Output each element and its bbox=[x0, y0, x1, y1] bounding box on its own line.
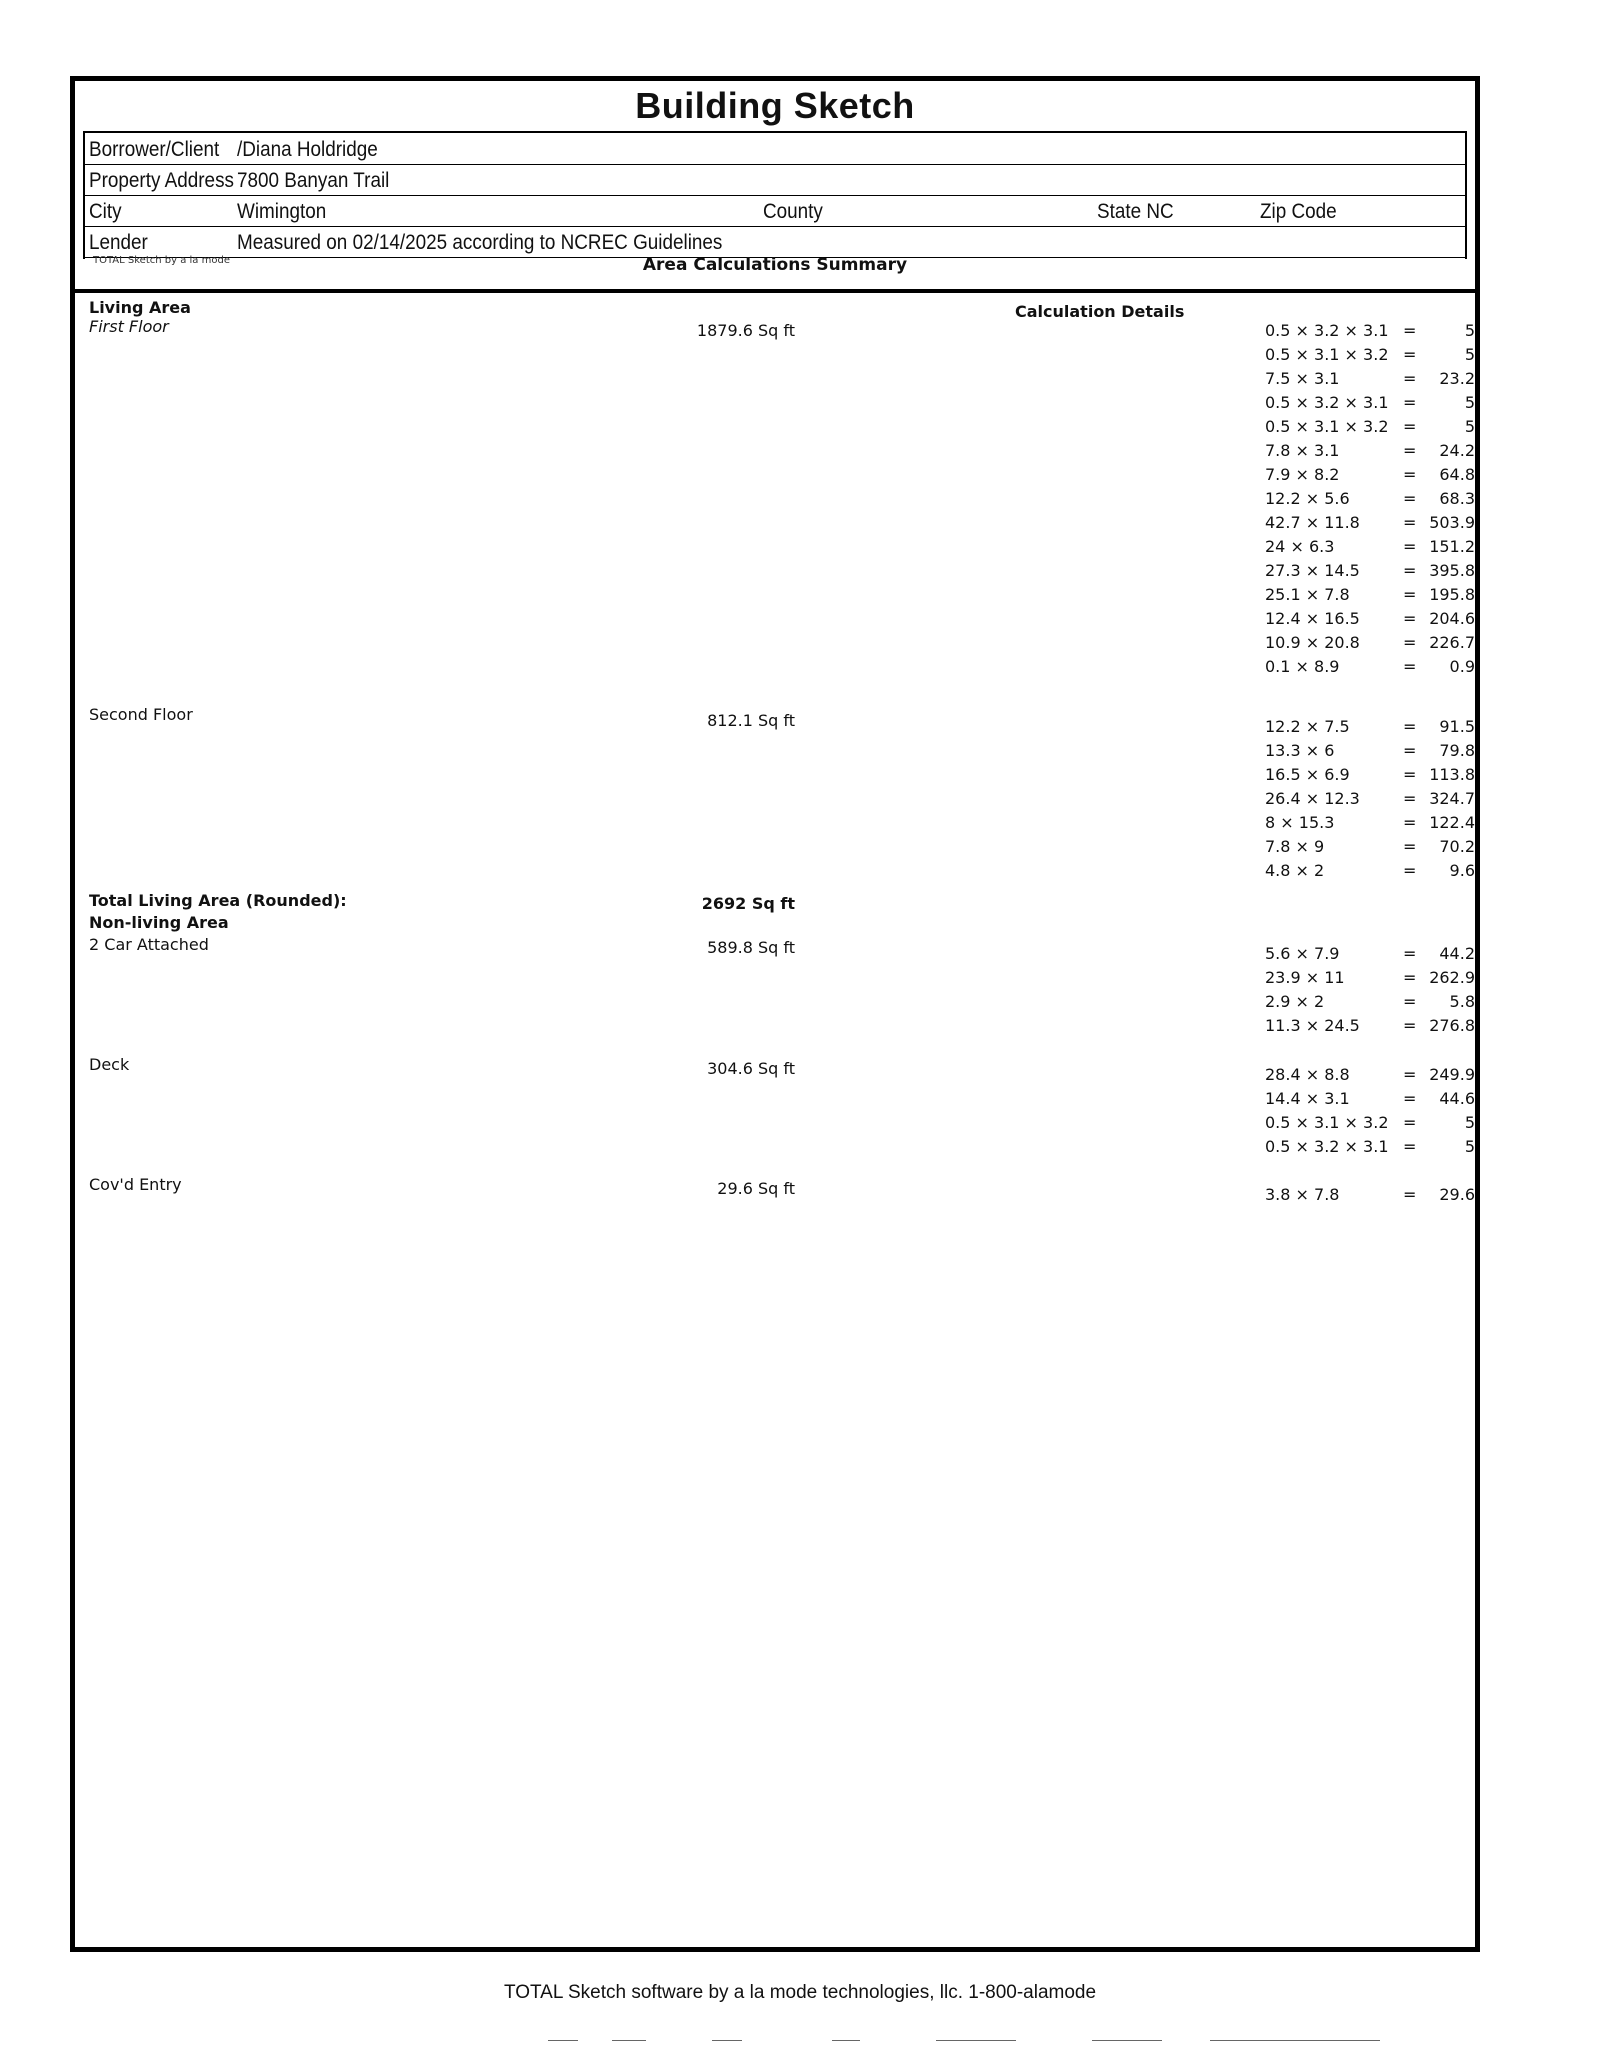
equals-sign: = bbox=[1403, 1113, 1417, 1132]
calc-line bbox=[1265, 537, 1475, 561]
page-footer: TOTAL Sketch software by a la mode technologies, llc. 1-800-alamode bbox=[503, 1982, 1097, 2003]
calc-result: 5 bbox=[1464, 1113, 1475, 1132]
calc-line bbox=[1265, 1137, 1475, 1161]
calc-line bbox=[1265, 789, 1475, 813]
address-value: 7800 Banyan Trail bbox=[237, 169, 390, 192]
city-row bbox=[85, 195, 1465, 227]
first-floor-area: 1879.6 Sq ft bbox=[696, 321, 795, 340]
calc-result: 5 bbox=[1464, 321, 1475, 340]
calc-expression: 8 × 15.3 bbox=[1265, 813, 1335, 832]
lender-label: Lender bbox=[89, 231, 148, 254]
calc-expression: 7.9 × 8.2 bbox=[1265, 465, 1340, 484]
calc-line bbox=[1265, 609, 1475, 633]
calc-result: 5 bbox=[1464, 1137, 1475, 1156]
address-row bbox=[85, 164, 1465, 196]
equals-sign: = bbox=[1403, 813, 1417, 832]
garage-label: 2 Car Attached bbox=[89, 935, 209, 954]
calc-line bbox=[1265, 765, 1475, 789]
calc-line bbox=[1265, 1185, 1475, 1209]
equals-sign: = bbox=[1403, 393, 1417, 412]
calc-line bbox=[1265, 561, 1475, 585]
calc-result: 70.2 bbox=[1439, 837, 1475, 856]
equals-sign: = bbox=[1403, 345, 1417, 364]
calc-expression: 0.5 × 3.1 × 3.2 bbox=[1265, 1113, 1389, 1132]
calc-line bbox=[1265, 741, 1475, 765]
calculation-details-heading: Calculation Details bbox=[1015, 302, 1185, 321]
calc-line bbox=[1265, 465, 1475, 489]
calc-expression: 16.5 × 6.9 bbox=[1265, 765, 1350, 784]
calc-result: 44.2 bbox=[1439, 944, 1475, 963]
calc-expression: 0.5 × 3.2 × 3.1 bbox=[1265, 321, 1389, 340]
calc-expression: 4.8 × 2 bbox=[1265, 861, 1325, 880]
footer-rule bbox=[548, 2040, 578, 2041]
calc-expression: 0.5 × 3.2 × 3.1 bbox=[1265, 393, 1389, 412]
borrower-value: /Diana Holdridge bbox=[237, 138, 378, 161]
equals-sign: = bbox=[1403, 1137, 1417, 1156]
calc-line bbox=[1265, 992, 1475, 1016]
calc-expression: 7.8 × 9 bbox=[1265, 837, 1325, 856]
lender-value: Measured on 02/14/2025 according to NCREC Guidelines bbox=[237, 231, 723, 254]
first-floor-label: First Floor bbox=[89, 317, 169, 336]
section-divider bbox=[75, 289, 1475, 293]
calc-line bbox=[1265, 345, 1475, 369]
calc-result: 5 bbox=[1464, 417, 1475, 436]
calc-line bbox=[1265, 1089, 1475, 1113]
summary-title: Area Calculations Summary bbox=[642, 255, 908, 275]
calc-result: 64.8 bbox=[1439, 465, 1475, 484]
borrower-label: Borrower/Client bbox=[89, 138, 220, 161]
calc-line bbox=[1265, 369, 1475, 393]
calc-line bbox=[1265, 813, 1475, 837]
calc-line bbox=[1265, 717, 1475, 741]
calc-result: 122.4 bbox=[1429, 813, 1475, 832]
equals-sign: = bbox=[1403, 765, 1417, 784]
equals-sign: = bbox=[1403, 633, 1417, 652]
calc-expression: 2.9 × 2 bbox=[1265, 992, 1325, 1011]
calc-result: 204.6 bbox=[1429, 609, 1475, 628]
building-sketch-form bbox=[70, 76, 1480, 1952]
calc-result: 68.3 bbox=[1439, 489, 1475, 508]
calc-result: 44.6 bbox=[1439, 1089, 1475, 1108]
footer-rule bbox=[1092, 2040, 1162, 2041]
footer-rule bbox=[832, 2040, 860, 2041]
covd-entry-area: 29.6 Sq ft bbox=[717, 1179, 795, 1198]
calc-line bbox=[1265, 489, 1475, 513]
calc-line bbox=[1265, 837, 1475, 861]
calc-result: 29.6 bbox=[1439, 1185, 1475, 1204]
calc-expression: 13.3 × 6 bbox=[1265, 741, 1335, 760]
calc-result: 262.9 bbox=[1429, 968, 1475, 987]
calc-result: 249.9 bbox=[1429, 1065, 1475, 1084]
equals-sign: = bbox=[1403, 992, 1417, 1011]
calc-line bbox=[1265, 1016, 1475, 1040]
calc-expression: 0.5 × 3.1 × 3.2 bbox=[1265, 345, 1389, 364]
equals-sign: = bbox=[1403, 1016, 1417, 1035]
county-label: County bbox=[763, 200, 823, 223]
calc-result: 79.8 bbox=[1439, 741, 1475, 760]
living-area-heading: Living Area bbox=[89, 298, 191, 317]
equals-sign: = bbox=[1403, 537, 1417, 556]
equals-sign: = bbox=[1403, 609, 1417, 628]
equals-sign: = bbox=[1403, 1065, 1417, 1084]
calc-result: 23.2 bbox=[1439, 369, 1475, 388]
city-label: City bbox=[89, 200, 122, 223]
equals-sign: = bbox=[1403, 489, 1417, 508]
total-living-area-value: 2692 Sq ft bbox=[701, 894, 795, 913]
calc-expression: 25.1 × 7.8 bbox=[1265, 585, 1350, 604]
calc-expression: 11.3 × 24.5 bbox=[1265, 1016, 1360, 1035]
calc-result: 324.7 bbox=[1429, 789, 1475, 808]
equals-sign: = bbox=[1403, 585, 1417, 604]
calc-result: 91.5 bbox=[1439, 717, 1475, 736]
form-title: Building Sketch bbox=[635, 85, 915, 126]
calc-expression: 12.2 × 7.5 bbox=[1265, 717, 1350, 736]
equals-sign: = bbox=[1403, 561, 1417, 580]
calc-result: 195.8 bbox=[1429, 585, 1475, 604]
calc-line bbox=[1265, 513, 1475, 537]
equals-sign: = bbox=[1403, 1089, 1417, 1108]
state-label: State NC bbox=[1097, 200, 1174, 223]
second-floor-area: 812.1 Sq ft bbox=[707, 711, 795, 730]
covd-entry-label: Cov'd Entry bbox=[89, 1175, 182, 1194]
calc-expression: 23.9 × 11 bbox=[1265, 968, 1345, 987]
calc-expression: 0.5 × 3.2 × 3.1 bbox=[1265, 1137, 1389, 1156]
calc-line bbox=[1265, 393, 1475, 417]
calc-line bbox=[1265, 1113, 1475, 1137]
calc-line bbox=[1265, 441, 1475, 465]
calc-result: 503.9 bbox=[1429, 513, 1475, 532]
second-floor-label: Second Floor bbox=[89, 705, 193, 724]
equals-sign: = bbox=[1403, 657, 1417, 676]
address-label: Property Address bbox=[89, 169, 234, 192]
calc-line bbox=[1265, 861, 1475, 885]
garage-area: 589.8 Sq ft bbox=[707, 938, 795, 957]
calc-result: 5 bbox=[1464, 393, 1475, 412]
equals-sign: = bbox=[1403, 369, 1417, 388]
deck-area: 304.6 Sq ft bbox=[707, 1059, 795, 1078]
calc-line bbox=[1265, 944, 1475, 968]
calc-line bbox=[1265, 1065, 1475, 1089]
footer-rule bbox=[712, 2040, 742, 2041]
total-living-area-label: Total Living Area (Rounded): bbox=[89, 891, 347, 910]
equals-sign: = bbox=[1403, 465, 1417, 484]
lender-row bbox=[85, 226, 1465, 258]
calc-expression: 3.8 × 7.8 bbox=[1265, 1185, 1340, 1204]
equals-sign: = bbox=[1403, 837, 1417, 856]
footer-rule bbox=[612, 2040, 646, 2041]
equals-sign: = bbox=[1403, 861, 1417, 880]
footer-rule bbox=[936, 2040, 1016, 2041]
calc-expression: 26.4 × 12.3 bbox=[1265, 789, 1360, 808]
calc-result: 113.8 bbox=[1429, 765, 1475, 784]
calc-expression: 0.5 × 3.1 × 3.2 bbox=[1265, 417, 1389, 436]
footer-rule bbox=[1210, 2040, 1380, 2041]
calc-expression: 7.5 × 3.1 bbox=[1265, 369, 1340, 388]
calc-line bbox=[1265, 585, 1475, 609]
zip-label: Zip Code bbox=[1260, 200, 1337, 223]
calc-expression: 12.2 × 5.6 bbox=[1265, 489, 1350, 508]
calc-result: 395.8 bbox=[1429, 561, 1475, 580]
calc-result: 226.7 bbox=[1429, 633, 1475, 652]
property-info-table bbox=[83, 131, 1467, 259]
calc-expression: 24 × 6.3 bbox=[1265, 537, 1335, 556]
deck-label: Deck bbox=[89, 1055, 130, 1074]
calc-expression: 12.4 × 16.5 bbox=[1265, 609, 1360, 628]
software-credit: TOTAL Sketch by a la mode bbox=[93, 255, 230, 266]
equals-sign: = bbox=[1403, 321, 1417, 340]
city-value: Wimington bbox=[237, 200, 327, 223]
calc-line bbox=[1265, 321, 1475, 345]
equals-sign: = bbox=[1403, 1185, 1417, 1204]
equals-sign: = bbox=[1403, 741, 1417, 760]
calc-expression: 0.1 × 8.9 bbox=[1265, 657, 1340, 676]
calc-result: 5 bbox=[1464, 345, 1475, 364]
equals-sign: = bbox=[1403, 968, 1417, 987]
equals-sign: = bbox=[1403, 717, 1417, 736]
equals-sign: = bbox=[1403, 789, 1417, 808]
calc-expression: 5.6 × 7.9 bbox=[1265, 944, 1340, 963]
equals-sign: = bbox=[1403, 417, 1417, 436]
calc-expression: 42.7 × 11.8 bbox=[1265, 513, 1360, 532]
calc-result: 5.8 bbox=[1449, 992, 1475, 1011]
calc-expression: 27.3 × 14.5 bbox=[1265, 561, 1360, 580]
equals-sign: = bbox=[1403, 441, 1417, 460]
calc-line bbox=[1265, 417, 1475, 441]
calc-expression: 7.8 × 3.1 bbox=[1265, 441, 1340, 460]
equals-sign: = bbox=[1403, 944, 1417, 963]
calc-line bbox=[1265, 968, 1475, 992]
borrower-row bbox=[85, 133, 1465, 165]
equals-sign: = bbox=[1403, 513, 1417, 532]
calc-result: 276.8 bbox=[1429, 1016, 1475, 1035]
calc-result: 151.2 bbox=[1429, 537, 1475, 556]
calc-expression: 10.9 × 20.8 bbox=[1265, 633, 1360, 652]
calc-result: 0.9 bbox=[1449, 657, 1475, 676]
calc-line bbox=[1265, 657, 1475, 681]
calc-expression: 28.4 × 8.8 bbox=[1265, 1065, 1350, 1084]
calc-result: 24.2 bbox=[1439, 441, 1475, 460]
calc-line bbox=[1265, 633, 1475, 657]
calc-expression: 14.4 × 3.1 bbox=[1265, 1089, 1350, 1108]
non-living-area-heading: Non-living Area bbox=[89, 913, 229, 932]
calc-result: 9.6 bbox=[1449, 861, 1475, 880]
